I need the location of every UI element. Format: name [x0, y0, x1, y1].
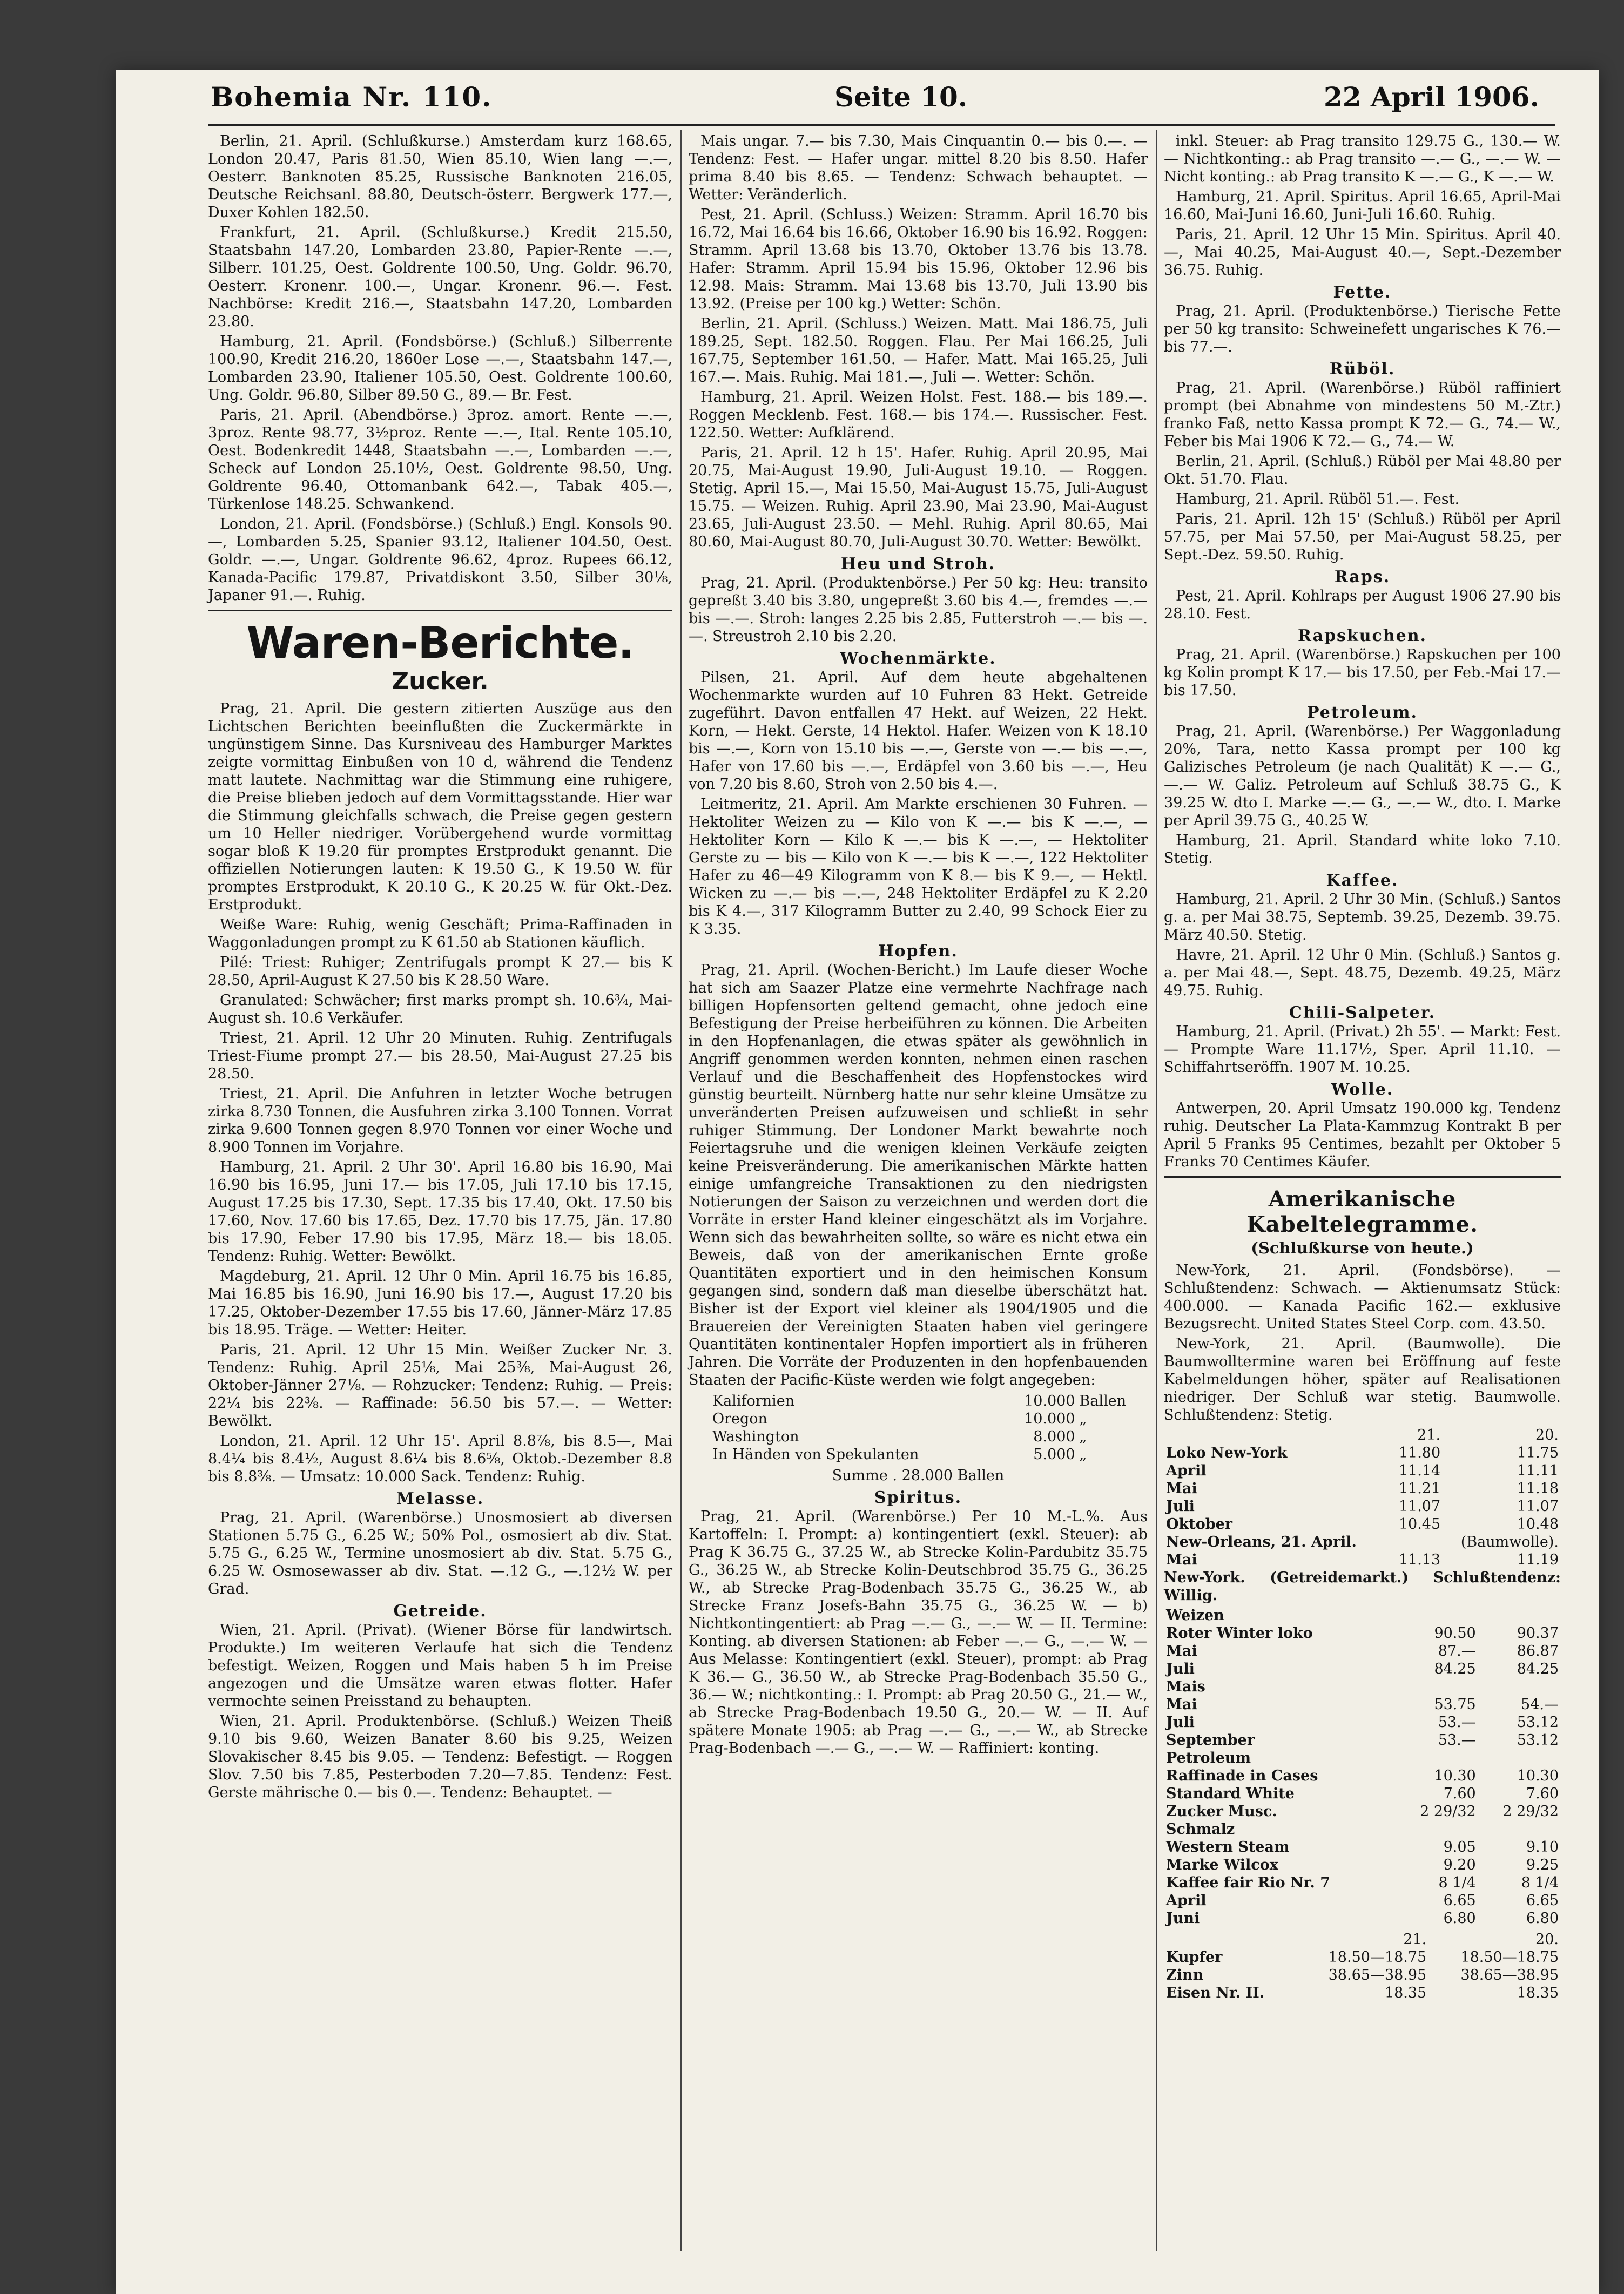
column-1 [208, 132, 672, 1804]
table-header-row: 21. 20. [1403, 1931, 1559, 1948]
grain-quotes-table [1164, 1607, 1561, 1927]
page-header [116, 70, 1599, 119]
article-paragraph: Prag, 21. April. (Warenbörse.) Per 10 M.-L.%. Aus Kartoffeln: I. Prompt: a) kontingentiert (exkl. Steuer): ab Prag K 36.75 G., 37.25 W., ab Strecke Kolin-Pardubitz 35.75 G., 36.25 W., ab Strecke Kolin-Deutschbrod 35.75 G., 36.25 W., ab Strecke Prag-Bodenbach 35.75 G., 36.25 W., ab Strecke Franz Josefs-Bahn 35.75 G., 36.25 W. — b) Nichtkontingentiert: ab Prag —.— G., —.— W. — II. Termine: Konting. ab diversen Stationen: ab Feber —.— G., —.— W. — Aus Melasse: Kontingentiert (exkl. Steuer), prompt: ab Prag K 36.— G., 36.50 W., ab Strecke Prag-Bodenbach 35.50 G., 36.— W.; nichtkonting.: I. Prompt: ab Prag 20.50 G., 21.— W., ab Strecke Prag-Bodenbach 19.50 G., 20.— W. — II. Auf spätere Monate 1905: ab Prag —.— G., —.— W., ab Strecke Prag-Bodenbach —.— G., —.— W. — Raffiniert: konting. [689, 1508, 1148, 1757]
section-heading: Melasse. [396, 1489, 484, 1508]
table-row: September 53.— 53.12 [1166, 1732, 1559, 1749]
newspaper-page [116, 70, 1599, 2294]
table-row: Marke Wilcox 9.20 9.25 [1166, 1857, 1559, 1873]
cable-section-title: Amerikanische Kabeltelegramme. [1246, 1186, 1478, 1237]
table-row: Oktober 10.45 10.48 [1166, 1516, 1559, 1533]
column-divider [1156, 130, 1157, 2251]
table-row: Mai 53.75 54.— [1166, 1696, 1559, 1713]
table-row: April 6.65 6.65 [1166, 1892, 1559, 1909]
table-row: Schmalz [1166, 1821, 1235, 1838]
article-paragraph: Pilsen, 21. April. Auf dem heute abgehaltenen Wochenmarkte wurden auf 10 Fuhren 83 Hekt. Getreide zugeführt. Davon entfallen 47 Hekt. auf Weizen, 22 Hekt. Korn, — Hekt. Gerste, 14 Hektol. Hafer. Weizen von K 18.10 bis —.—, Korn von 15.10 bis —.—, Gerste von —.— bis —.—, Hafer von 17.60 bis —.—, Erdäpfel von 3.60 bis —.—, Heu von 7.20 bis 8.60, Stroh von 2.50 bis 4.—. [689, 669, 1148, 793]
article-paragraph: Havre, 21. April. 12 Uhr 0 Min. (Schluß.) Santos g. a. per Mai 48.—, Sept. 48.75, Dezemb. 49.25, März 49.75. Ruhig. [1164, 947, 1561, 999]
article-paragraph: Berlin, 21. April. (Schlußkurse.) Amsterdam kurz 168.65, London 20.47, Paris 81.50, Wien 85.10, Wien lang —.—, Oesterr. Banknoten 85.25, Russische Banknoten 216.05, Deutsche Reichsanl. 88.80, Deutsch-österr. Bergwerk 177.—, Duxer Kohlen 182.50. [208, 133, 672, 221]
table-row: April 11.14 11.11 [1166, 1462, 1559, 1479]
article-paragraph: Leitmeritz, 21. April. Am Markte erschienen 30 Fuhren. — Hektoliter Weizen zu — Kilo von K —.— bis K —.—, — Hektoliter Korn — Kilo K —.— bis K —.—, — Hektoliter Gerste zu — bis — Kilo von K —.— bis K —.—, 122 Hektoliter Hafer zu 46—49 Kilogramm von K 8.— bis K 9.—, — Hektl. Wicken zu —.— bis —.—, 248 Hektoliter Erdäpfel zu K 2.20 bis K 4.—, 317 Kilogramm Butter zu 2.40, 99 Schock Eier zu K 3.35. [689, 796, 1148, 937]
article-paragraph: Mais ungar. 7.— bis 7.30, Mais Cinquantin 0.— bis 0.—. — Tendenz: Fest. — Hafer ungar. mittel 8.20 bis 8.50. Hafer prima 8.40 bis 8.65. — Tendenz: Schwach behauptet. — Wetter: Veränderlich. [689, 133, 1148, 203]
table-row: Mai 11.21 11.18 [1166, 1480, 1559, 1497]
article-paragraph: Prag, 21. April. (Warenbörse.) Rapskuchen per 100 kg Kolin prompt K 17.— bis 17.50, per Feb.-Mai 17.— bis 17.50. [1164, 646, 1561, 699]
section-heading: Spiritus. [874, 1488, 962, 1507]
article-paragraph: Paris, 21. April. (Abendbörse.) 3proz. amort. Rente —.—, 3proz. Rente 98.77, 3½proz. Rente —.—, Ital. Rente 105.10, Oest. Bodenkredit 1448, Staatsbahn —.—, Lombarden —.—, Scheck auf London 25.10½, Oest. Goldrente 98.50, Ung. Goldrente 96.40, Ottomanbank 642.—, Tabak 405.—, Türkenlose 148.25. Schwankend. [208, 407, 672, 512]
article-paragraph: Hamburg, 21. April. 2 Uhr 30'. April 16.80 bis 16.90, Mai 16.90 bis 16.95, Juni 17.— bis 17.05, Juli 17.10 bis 17.15, August 17.25 bis 17.30, Sept. 17.35 bis 17.40, Okt. 17.50 bis 17.60, Nov. 17.60 bis 17.65, Dez. 17.70 bis 17.75, Jän. 17.80 bis 17.90, Feber 17.90 bis 17.95, März 18.— bis 18.05. Tendenz: Ruhig. Wetter: Bewölkt. [208, 1159, 672, 1265]
table-row: Oregon 10.000 „ [712, 1411, 1087, 1427]
article-paragraph: Prag, 21. April. (Warenbörse.) Unosmosiert ab diversen Stationen 5.75 G., 6.25 W.; 50% Pol., osmosiert ab div. Stat. 5.75 G., 6.25 W., Termine unosmosiert ab div. Stat. 5.75 G., 6.25 W. Osmosewasser ab div. Stat. —.12 G., —.12½ W. per Grad. [208, 1509, 672, 1597]
article-paragraph: Weiße Ware: Ruhig, wenig Geschäft; Prima-Raffinaden in Waggonladungen prompt zu K 61.50 ab Stationen käuflich. [208, 916, 672, 951]
column-2 [689, 132, 1148, 1759]
table-row: Petroleum [1166, 1750, 1251, 1766]
table-row: Mai 11.13 11.19 [1166, 1551, 1559, 1568]
section-title: Waren-Berichte. [246, 618, 634, 668]
article-paragraph: Paris, 21. April. 12 Uhr 15 Min. Spiritus. April 40.—, Mai 40.25, Mai-August 40.—, Sept.-Dezember 36.75. Ruhig. [1164, 226, 1561, 279]
table-row: Kupfer 18.50—18.75 18.50—18.75 [1166, 1949, 1559, 1966]
article-paragraph: Granulated: Schwächer; first marks prompt sh. 10.6¾, Mai-August sh. 10.6 Verkäufer. [208, 992, 672, 1027]
table-row: Zinn 38.65—38.95 38.65—38.95 [1166, 1967, 1559, 1983]
publication-number: Bohemia Nr. 110. [211, 81, 493, 113]
section-heading: Wochenmärkte. [840, 649, 996, 668]
article-paragraph: Paris, 21. April. 12 h 15'. Hafer. Ruhig. April 20.95, Mai 20.75, Mai-August 19.90, Juli-August 19.10. — Roggen. Stetig. April 15.—, Mai 15.50, Mai-August 15.75, Juli-August 15.75. — Weizen. Ruhig. April 23.90, Mai 23.90, Mai-August 23.65, Juli-August 23.50. — Mehl. Ruhig. April 80.65, Mai 80.60, Mai-August 80.70, Juli-August 30.70. Wetter: Bewölkt. [689, 444, 1148, 550]
table-row: Kalifornien 10.000 Ballen [712, 1393, 1127, 1409]
article-paragraph: London, 21. April. 12 Uhr 15'. April 8.8⅞, bis 8.5—, Mai 8.4¼ bis 8.4½, August 8.6¼ bis 8.6⅝, Oktob.-Dezember 8.8 bis 8.8⅜. — Umsatz: 10.000 Sack. Tendenz: Ruhig. [208, 1433, 672, 1485]
section-subtitle: Zucker. [392, 667, 489, 695]
table-header-row: 21. 20. [1417, 1427, 1559, 1443]
table-row: Mai 87.— 86.87 [1166, 1643, 1559, 1659]
section-heading: Hopfen. [878, 942, 958, 961]
article-paragraph: Pest, 21. April. (Schluss.) Weizen: Stramm. April 16.70 bis 16.72, Mai 16.64 bis 16.66, Oktober 16.90 bis 16.92. Roggen: Stramm. April 13.68 bis 13.70, Oktober 13.76 bis 13.78. Hafer: Stramm. April 15.94 bis 15.96, Oktober 12.96 bis 12.98. Mais: Stramm. Mai 13.68 bis 13.70, Juli 13.90 bis 13.92. (Preise per 100 kg.) Wetter: Schön. [689, 206, 1148, 312]
article-paragraph: Hamburg, 21. April. (Privat.) 2h 55'. — Markt: Fest. — Prompte Ware 11.17½, Sper. April 11.10. — Schiffahrtseröffn. 1907 M. 10.25. [1164, 1023, 1561, 1076]
article-paragraph: Paris, 21. April. 12h 15' (Schluß.) Rüböl per April 57.75, per Mai 57.50, per Mai-August 58.25, per Sept.-Dez. 59.50. Ruhig. [1164, 511, 1561, 563]
article-paragraph: Triest, 21. April. 12 Uhr 20 Minuten. Ruhig. Zentrifugals Triest-Fiume prompt 27.— bis 28.50, Mai-August 27.25 bis 28.50. [208, 1030, 672, 1082]
article-paragraph: Prag, 21. April. (Warenbörse.) Per Waggonladung 20%, Tara, netto Kassa prompt per 100 kg Galizisches Petroleum (je nach Qualität) K —.— G., —.— W. Galiz. Petroleum auf Schluß 38.75 G., K 39.25 W. dto I. Marke —.— G., —.— W., dto. I. Marke per April 39.75 G., 40.25 W. [1164, 723, 1561, 829]
article-paragraph: New-York, 21. April. (Baumwolle). Die Baumwolltermine waren bei Eröffnung auf feste Kabelmeldungen höher, später auf Realisationen niedriger. Der Schluß war stetig. Baumwolle. Schlußtendenz: Stetig. [1164, 1335, 1561, 1423]
column-divider [680, 130, 682, 2251]
section-rule [208, 610, 672, 611]
article-paragraph: Hamburg, 21. April. Standard white loko 7.10. Stetig. [1164, 832, 1561, 867]
table-row: Mais [1166, 1678, 1205, 1695]
article-paragraph: Berlin, 21. April. (Schluß.) Rüböl per Mai 48.80 per Okt. 51.70. Flau. [1164, 453, 1561, 488]
issue-date: 22 April 1906. [1323, 81, 1539, 113]
section-heading: Rapskuchen. [1298, 626, 1427, 645]
section-heading: Raps. [1334, 568, 1391, 586]
section-heading: Heu und Stroh. [840, 555, 996, 574]
table-row: Juli 84.25 84.25 [1166, 1661, 1559, 1677]
article-paragraph: Prag, 21. April. (Warenbörse.) Rüböl raffiniert prompt (bei Abnahme von mindestens 50 M.-Ztr.) franko Faß, netto Kassa prompt K 72.— G., 74.— W., Feber bis Mai 1906 K 72.— G., 74.— W. [1164, 380, 1561, 450]
table-row: Raffinade in Cases 10.30 10.30 [1166, 1767, 1559, 1784]
article-paragraph: New-York, 21. April. (Fondsbörse). — Schlußtendenz: Schwach. — Aktienumsatz Stück: 400.000. — Kanada Pacific 162.— exklusive Bezugsrecht. United States Steel Corp. com. 43.50. [1164, 1262, 1561, 1332]
cotton-quotes-table [1164, 1426, 1561, 1569]
table-row: Standard White 7.60 7.60 [1166, 1785, 1559, 1802]
header-rule [208, 124, 1555, 126]
section-rule [1164, 1176, 1561, 1178]
cable-section-subtitle: (Schlußkurse von heute.) [1251, 1239, 1474, 1257]
table-row: Juni 6.80 6.80 [1166, 1910, 1559, 1927]
section-heading: Kaffee. [1326, 871, 1399, 890]
hop-stock-sum: Summe . 28.000 Ballen [832, 1467, 1005, 1484]
grain-market-heading: New-York. (Getreidemarkt.) Schlußtendenz: Willig. [1164, 1569, 1561, 1604]
article-paragraph: Hamburg, 21. April. Weizen Holst. Fest. 188.— bis 189.—. Roggen Mecklenb. Fest. 168.— bis 174.—. Russischer. Fest. 122.50. Wetter: Aufklärend. [689, 389, 1148, 441]
article-paragraph: Paris, 21. April. 12 Uhr 15 Min. Weißer Zucker Nr. 3. Tendenz: Ruhig. April 25⅛, Mai 25⅜, Mai-August 26, Oktober-Jänner 27⅛. — Rohzucker: Tendenz: Ruhig. — Preis: 22¼ bis 22⅜. — Raffinade: 56.50 bis 57.—. — Wetter: Bewölkt. [208, 1341, 672, 1429]
column-3 [1164, 132, 1561, 2002]
table-row: Weizen [1166, 1607, 1224, 1624]
table-row: Juli 53.— 53.12 [1166, 1714, 1559, 1731]
article-paragraph: Hamburg, 21. April. Spiritus. April 16.65, April-Mai 16.60, Mai-Juni 16.60, Juni-Juli 16.60. Ruhig. [1164, 188, 1561, 223]
article-paragraph: Frankfurt, 21. April. (Schlußkurse.) Kredit 215.50, Staatsbahn 147.20, Lombarden 23.80, Papier-Rente —.—, Silberr. 101.25, Oest. Goldrente 100.50, Ung. Goldr. 96.70, Oesterr. Kronenr. 100.—, Ungar. Kronenr. 96.—. Fest. Nachbörse: Kredit 216.—, Staatsbahn 147.20, Lombarden 23.80. [208, 224, 672, 330]
article-paragraph: Hamburg, 21. April. 2 Uhr 30 Min. (Schluß.) Santos g. a. per Mai 38.75, Septemb. 39.25, Dezemb. 39.75. März 40.50. Stetig. [1164, 891, 1561, 943]
section-heading: Fette. [1333, 283, 1392, 302]
section-heading: Wolle. [1331, 1080, 1394, 1099]
article-paragraph: Pest, 21. April. Kohlraps per August 1906 27.90 bis 28.10. Fest. [1164, 588, 1561, 622]
section-heading: Petroleum. [1307, 703, 1418, 722]
page-number: Seite 10. [834, 81, 968, 113]
table-row: Washington 8.000 „ [712, 1428, 1087, 1445]
article-paragraph: Prag, 21. April. Die gestern zitierten Auszüge aus den Lichtschen Berichten beeinflußten die Zuckermärkte in ungünstigem Sinne. Das Kursniveau des Hamburger Marktes zeigte vormittag Einbußen von 10 d, während die Tendenz matt lautete. Nachmittag war die Stimmung eine ruhigere, die Preise blieben jedoch auf dem Vormittagsstande. Hier war die Stimmung gleichfalls schwach, die Preise gegen gestern um 10 Heller niedriger. Vorübergehend wurde vormittag sogar bloß K 19.20 für promptes Erstprodukt genannt. Die offiziellen Notierungen lauten: K 19.50 G., K 19.50 W. für promptes Erstprodukt, K 20.10 G., K 20.25 W. für Okt.-Dez. Erstprodukt. [208, 700, 672, 913]
metals-quotes-table [1164, 1931, 1561, 2002]
table-row: Loko New-York 11.80 11.75 [1166, 1445, 1559, 1461]
hop-stock-table [710, 1392, 1148, 1463]
section-heading: Getreide. [393, 1602, 487, 1621]
table-row: Zucker Musc. 2 29/32 2 29/32 [1166, 1803, 1559, 1820]
table-row: Eisen Nr. II. 18.35 18.35 [1166, 1985, 1559, 2001]
article-paragraph: Prag, 21. April. (Produktenbörse.) Tierische Fette per 50 kg transito: Schweinefett ungarisches K 76.— bis 77.—. [1164, 303, 1561, 355]
article-paragraph: inkl. Steuer: ab Prag transito 129.75 G., 130.— W. — Nichtkonting.: ab Prag transito —.— G., —.— W. — Nicht konting.: ab Prag transito K —.— G., K —.— W. [1164, 133, 1561, 185]
table-row: Kaffee fair Rio Nr. 7 8 1/4 8 1/4 [1166, 1874, 1559, 1891]
article-paragraph: Berlin, 21. April. (Schluss.) Weizen. Matt. Mai 186.75, Juli 189.25, Sept. 182.50. Roggen. Flau. Per Mai 166.25, Juli 167.75, September 161.50. — Hafer. Matt. Mai 165.25, Juli 167.—. Mais. Ruhig. Mai 181.—, Juli —. Wetter: Schön. [689, 315, 1148, 386]
article-paragraph: London, 21. April. (Fondsbörse.) (Schluß.) Engl. Konsols 90.—, Lombarden 5.25, Spanier 93.12, Italiener 104.50, Oest. Goldr. —.—, Ungar. Goldrente 96.62, 4proz. Rupees 66.12, Kanada-Pacific 179.87, Privatdiskont 3.50, Silber 30⅛, Japaner 91.—. Ruhig. [208, 516, 672, 604]
article-paragraph: Prag, 21. April. (Produktenbörse.) Per 50 kg: Heu: transito gepreßt 3.40 bis 3.80, ungepreßt 3.60 bis 4.—, fremdes —.— bis —.—. Stroh: langes 2.25 bis 2.85, Futterstroh —.— bis —.—. Streustroh 2.10 bis 2.20. [689, 575, 1148, 645]
table-row: New-Orleans, 21. April. (Baumwolle). [1166, 1534, 1559, 1550]
article-paragraph: Hamburg, 21. April. (Fondsbörse.) (Schluß.) Silberrente 100.90, Kredit 216.20, 1860er Lose —.—, Staatsbahn 147.—, Lombarden 23.90, Italiener 105.50, Oest. Goldrente 100.60, Ung. Goldr. 96.80, Silber 89.50 G., 89.— Br. Fest. [208, 333, 672, 403]
article-paragraph: Hamburg, 21. April. Rüböl 51.—. Fest. [1176, 491, 1460, 508]
table-row: In Händen von Spekulanten 5.000 „ [712, 1446, 1087, 1463]
table-row: Roter Winter loko 90.50 90.37 [1166, 1625, 1559, 1642]
section-heading: Chili-Salpeter. [1289, 1003, 1436, 1022]
section-heading: Rüböl. [1329, 360, 1396, 379]
article-paragraph: Wien, 21. April. Produktenbörse. (Schluß.) Weizen Theiß 9.10 bis 9.60, Weizen Banater 8.60 bis 9.25, Weizen Slovakischer 8.45 bis 9.05. — Tendenz: Befestigt. — Roggen Slov. 7.50 bis 7.85, Pesterboden 7.20—7.85. Tendenz: Fest. Gerste mährische 0.— bis 0.—. Tendenz: Behauptet. — [208, 1713, 672, 1801]
article-paragraph: Antwerpen, 20. April Umsatz 190.000 kg. Tendenz ruhig. Deutscher La Plata-Kammzug Kontrakt B per April 5 Franks 95 Centimes, bezahlt per Oktober 5 Franks 70 Centimes Käufer. [1164, 1100, 1561, 1170]
article-paragraph: Prag, 21. April. (Wochen-Bericht.) Im Laufe dieser Woche hat sich am Saazer Platze eine vermehrte Nachfrage nach billigen Hopfensorten geltend gemacht, ohne jedoch eine Befestigung der Preise herbeiführen zu können. Die Arbeiten in den Hopfenanlagen, die etwas später als gewöhnlich in Angriff genommen werden konnten, nehmen einen raschen Verlauf und die Beschaffenheit des Hopfenstockes wird günstig beurteilt. Nürnberg hatte nur sehr kleine Umsätze zu unveränderten Preisen aufzuweisen und schließt in sehr ruhiger Stimmung. Der Londoner Markt bewahrte noch Feiertagsruhe und die wenigen kleinen Verkäufe zeigten keine Preisveränderung. Die amerikanischen Märkte hatten einige umfangreiche Transaktionen zu den niedrigsten Notierungen der Saison zu verzeichnen und werden dort die Vorräte in erster Hand kleiner eingeschätzt als im Vorjahre. Wenn sich das bewahrheiten sollte, so wäre es nicht etwa ein Beweis, daß von der amerikanischen Ernte große Quantitäten exportiert und in den heimischen Konsum gegangen sind, sondern daß man dieselbe überschätzt hat. Bisher ist der Export viel kleiner als 1904/1905 und die Brauereien der Vereinigten Staaten haben viel geringere Quantitäten kontinentaler Hopfen importiert als in früheren Jahren. Die Vorräte der Produzenten in den hopfenbauenden Staaten der Pacific-Küste werden wie folgt angegeben: [689, 962, 1148, 1388]
article-paragraph: Triest, 21. April. Die Anfuhren in letzter Woche betrugen zirka 8.730 Tonnen, die Ausfuhren zirka 3.100 Tonnen. Vorrat zirka 9.600 Tonnen gegen 8.970 Tonnen vor einer Woche und 8.900 Tonnen im Vorjahre. [208, 1085, 672, 1156]
table-row: Juli 11.07 11.07 [1166, 1498, 1559, 1515]
article-paragraph: Wien, 21. April. (Privat). (Wiener Börse für landwirtsch. Produkte.) Im weiteren Verlaufe hat sich die Tendenz befestigt. Weizen, Roggen und Mais haben 5 h im Preise angezogen und die Umsätze waren etwas flotter. Hafer vermochte seinen Preisstand zu behaupten. [208, 1622, 672, 1710]
article-paragraph: Pilé: Triest: Ruhiger; Zentrifugals prompt K 27.— bis K 28.50, April-August K 27.50 bis K 28.50 Ware. [208, 954, 672, 989]
article-paragraph: Magdeburg, 21. April. 12 Uhr 0 Min. April 16.75 bis 16.85, Mai 16.85 bis 16.90, Juni 16.90 bis 17.—, August 17.20 bis 17.25, Oktober-Dezember 17.55 bis 17.60, Jänner-März 17.85 bis 18.95. Träge. — Wetter: Heiter. [208, 1268, 672, 1338]
table-row: Western Steam 9.05 9.10 [1166, 1839, 1559, 1856]
